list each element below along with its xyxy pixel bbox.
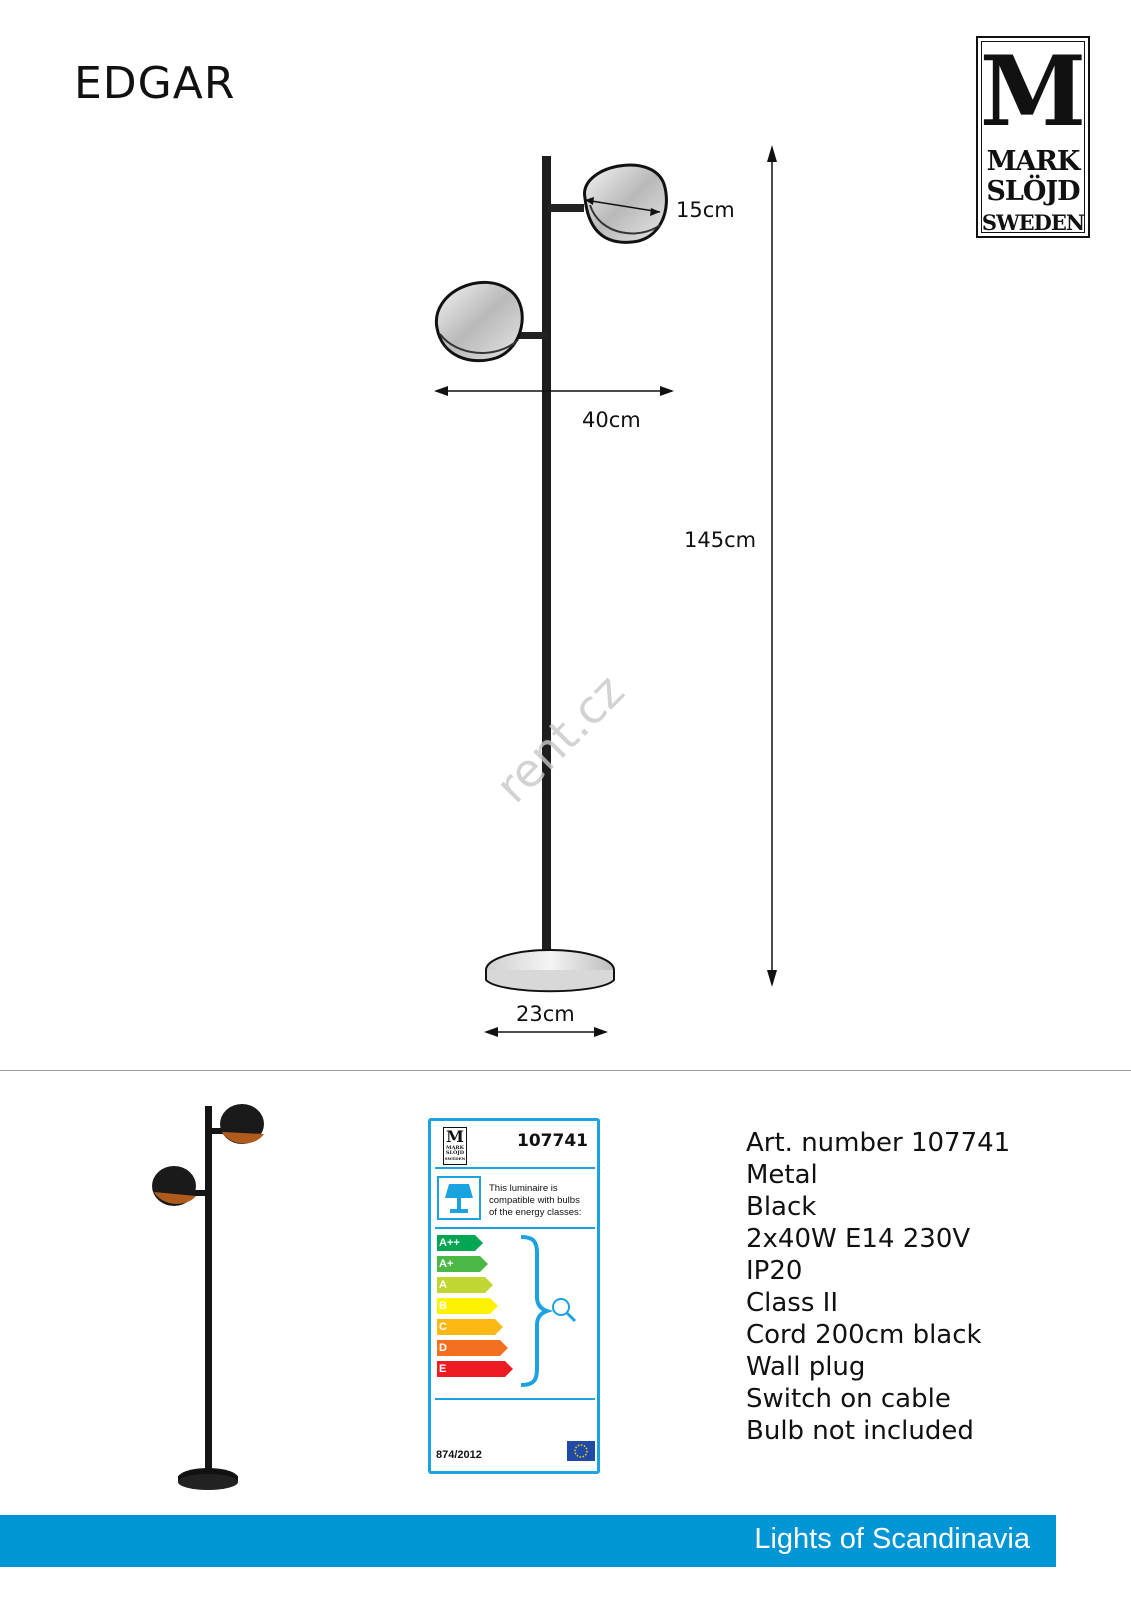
upper-arm bbox=[548, 204, 584, 212]
bracket-icon bbox=[521, 1237, 547, 1385]
spec-line: Bulb not included bbox=[746, 1416, 974, 1446]
logo-monogram: M bbox=[979, 35, 1087, 148]
energy-label-article: 107741 bbox=[517, 1131, 588, 1151]
footer-tagline: Lights of Scandinavia bbox=[754, 1523, 1030, 1555]
divider bbox=[0, 1070, 1131, 1071]
class-label-ap: A+ bbox=[439, 1258, 454, 1270]
spec-line: Metal bbox=[746, 1160, 818, 1190]
bulb-icon bbox=[553, 1299, 569, 1315]
spec-line: Wall plug bbox=[746, 1352, 866, 1382]
logo-line-mark: MARK bbox=[986, 146, 1080, 177]
dim-shade-label: 15cm bbox=[676, 198, 735, 222]
class-arrow-d bbox=[437, 1340, 508, 1356]
class-label-d: D bbox=[439, 1342, 447, 1354]
lamp-pictogram bbox=[437, 1176, 481, 1220]
class-arrow-e bbox=[437, 1361, 513, 1377]
energy-label bbox=[428, 1118, 600, 1474]
spec-line: Cord 200cm black bbox=[746, 1320, 982, 1350]
eu-flag-icon bbox=[567, 1441, 595, 1461]
spec-line: Switch on cable bbox=[746, 1384, 951, 1414]
footer-bar bbox=[0, 1515, 1056, 1567]
class-label-c: C bbox=[439, 1321, 447, 1333]
spec-line: IP20 bbox=[746, 1256, 803, 1286]
product-title: EDGAR bbox=[74, 58, 236, 109]
spec-line: Art. number 107741 bbox=[746, 1128, 1011, 1158]
class-label-b: B bbox=[439, 1300, 447, 1312]
logo-line-sweden: SWEDEN bbox=[981, 210, 1085, 235]
spec-line: Black bbox=[746, 1192, 817, 1222]
spec-line: 2x40W E14 230V bbox=[746, 1224, 971, 1254]
class-label-app: A++ bbox=[439, 1237, 460, 1249]
product-photo bbox=[150, 1100, 280, 1500]
product-specs bbox=[746, 1127, 1010, 1447]
class-bracket-and-bulb bbox=[519, 1233, 595, 1389]
dim-width-label: 40cm bbox=[582, 408, 641, 432]
upper-shade bbox=[585, 165, 667, 242]
energy-label-regulation: 874/2012 bbox=[436, 1449, 482, 1461]
lower-shade bbox=[436, 282, 522, 360]
lamp-icon bbox=[439, 1178, 479, 1218]
spec-line: Class II bbox=[746, 1288, 839, 1318]
watermark: rent.cz bbox=[485, 663, 635, 814]
energy-label-text: This luminaire is compatible with bulbs of the energy classes: bbox=[489, 1183, 582, 1218]
dim-height-label: 145cm bbox=[684, 528, 757, 552]
class-label-a: A bbox=[439, 1279, 447, 1291]
energy-label-logo: M MARK SLÖJD SWEDEN bbox=[443, 1127, 467, 1165]
lamp-pole bbox=[542, 156, 551, 956]
class-label-e: E bbox=[439, 1363, 447, 1375]
logo-line-slojd: SLÖJD bbox=[986, 176, 1080, 207]
dim-base-label: 23cm bbox=[516, 1002, 575, 1026]
